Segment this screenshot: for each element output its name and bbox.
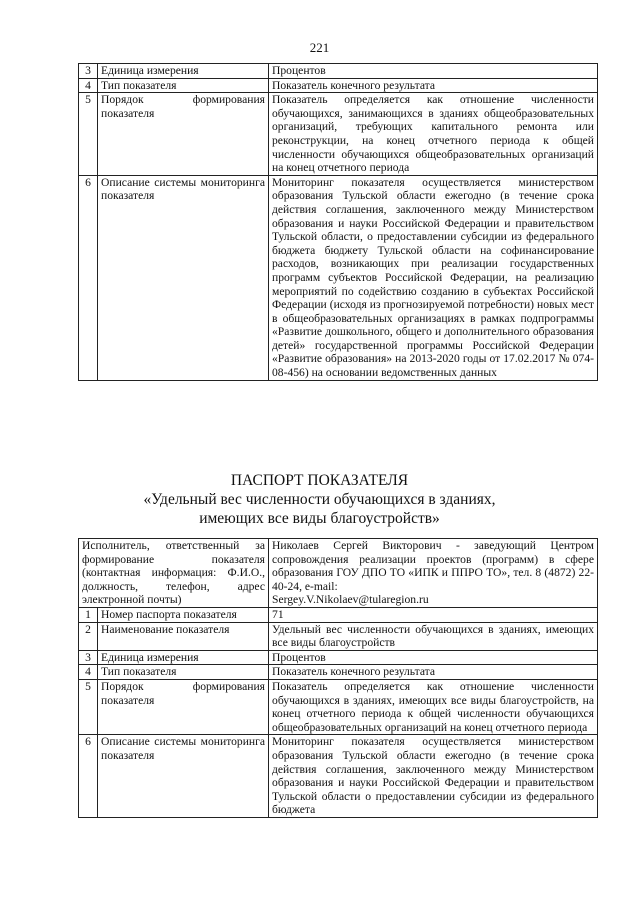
table-row bbox=[79, 665, 598, 680]
row-label: Порядок формирования показателя bbox=[98, 679, 269, 734]
executor-contact: Николаев Сергей Викторович - заведующий Центром сопровождения реализации проектов (программ) в сфере образования ГОУ ДПО ТО «ИПК и ППРО ТО», тел. 8 (4872) 22-40-24, e-mail: bbox=[272, 539, 595, 593]
executor-value bbox=[269, 539, 598, 608]
row-number: 6 bbox=[79, 735, 98, 818]
row-label: Единица измерения bbox=[98, 64, 269, 79]
row-label: Порядок формирования показателя bbox=[98, 93, 269, 176]
row-number: 1 bbox=[79, 607, 98, 622]
row-label: Описание системы мониторинга показателя bbox=[98, 735, 269, 818]
row-number: 5 bbox=[79, 679, 98, 734]
row-value: Удельный вес численности обучающихся в зданиях, имеющих все виды благоустройств bbox=[269, 622, 598, 650]
row-label: Наименование показателя bbox=[98, 622, 269, 650]
row-number: 4 bbox=[79, 78, 98, 93]
row-label: Тип показателя bbox=[98, 665, 269, 680]
table-row bbox=[79, 622, 598, 650]
row-value: Процентов bbox=[269, 650, 598, 665]
executor-email: Sergey.V.Nikolaev@tularegion.ru bbox=[272, 593, 429, 607]
table-row bbox=[79, 175, 598, 380]
passport-title: ПАСПОРТ ПОКАЗАТЕЛЯ bbox=[230, 472, 409, 489]
table-row bbox=[79, 650, 598, 665]
row-value: Мониторинг показателя осуществляется министерством образования Тульской области ежегодно (в течение срока действия соглашения, заключенного между Министерством образования и науки Российской Федерации и правительством Тульской области, о предоставлении субсидии из федерального бюджета бюджету Тульской области на софинансирование расходов, возникающих при реализации государственных программ субъектов Российской Федерации, на реализацию мероприятий по содействию созданию в субъектах Российской Федерации (исходя из прогнозируемой потребности) новых мест в общеобразовательных организациях в рамках подпрограммы «Развитие дошкольного, общего и дополнительного образования детей» государственной программы Российской Федерации «Развитие образования» на 2013-2020 годы от 17.02.2017 № 074-08-456) на основании ведомственных данных bbox=[269, 175, 598, 380]
row-label: Тип показателя bbox=[98, 78, 269, 93]
row-value: 71 bbox=[269, 607, 598, 622]
row-value: Показатель определяется как отношение численности обучающихся в зданиях, имеющих все виды благоустройств, на конец отчетного периода к общей численности обучающихся общеобразовательных организаций на конец отчетного периода bbox=[269, 679, 598, 734]
row-number: 6 bbox=[79, 175, 98, 380]
table-row bbox=[79, 607, 598, 622]
table-row bbox=[79, 78, 598, 93]
row-value: Показатель определяется как отношение численности обучающихся, занимающихся в зданиях общеобразовательных организаций, требующих капитального ремонта или реконструкции, на конец отчетного периода к общей численности обучающихся общеобразовательных организаций на конец отчетного периода bbox=[269, 93, 598, 176]
row-value: Процентов bbox=[269, 64, 598, 79]
passport-heading bbox=[0, 471, 639, 528]
row-value: Показатель конечного результата bbox=[269, 665, 598, 680]
row-label: Единица измерения bbox=[98, 650, 269, 665]
row-number: 3 bbox=[79, 64, 98, 79]
row-value: Мониторинг показателя осуществляется министерством образования Тульской области ежегодно (в течение срока действия соглашения, заключенного между Министерством образования и науки Российской Федерации и правительством Тульской области о предоставлении субсидии из федерального бюджета bbox=[269, 735, 598, 818]
row-number: 3 bbox=[79, 650, 98, 665]
table-row bbox=[79, 64, 598, 79]
row-number: 4 bbox=[79, 665, 98, 680]
row-number: 2 bbox=[79, 622, 98, 650]
indicator-table-continued bbox=[78, 63, 598, 381]
passport-subtitle-line2: имеющих все виды благоустройств» bbox=[199, 510, 440, 527]
row-value: Показатель конечного результата bbox=[269, 78, 598, 93]
indicator-passport-table bbox=[78, 538, 598, 818]
table-row bbox=[79, 735, 598, 818]
page-number: 221 bbox=[309, 40, 330, 55]
table-row bbox=[79, 679, 598, 734]
row-number: 5 bbox=[79, 93, 98, 176]
executor-label: Исполнитель, ответственный за формирование показателя (контактная информация: Ф.И.О., должность, телефон, адрес электронной почты) bbox=[79, 539, 269, 608]
passport-subtitle-line1: «Удельный вес численности обучающихся в зданиях, bbox=[143, 491, 496, 508]
row-label: Описание системы мониторинга показателя bbox=[98, 175, 269, 380]
table-row bbox=[79, 93, 598, 176]
row-label: Номер паспорта показателя bbox=[98, 607, 269, 622]
executor-row bbox=[79, 539, 598, 608]
